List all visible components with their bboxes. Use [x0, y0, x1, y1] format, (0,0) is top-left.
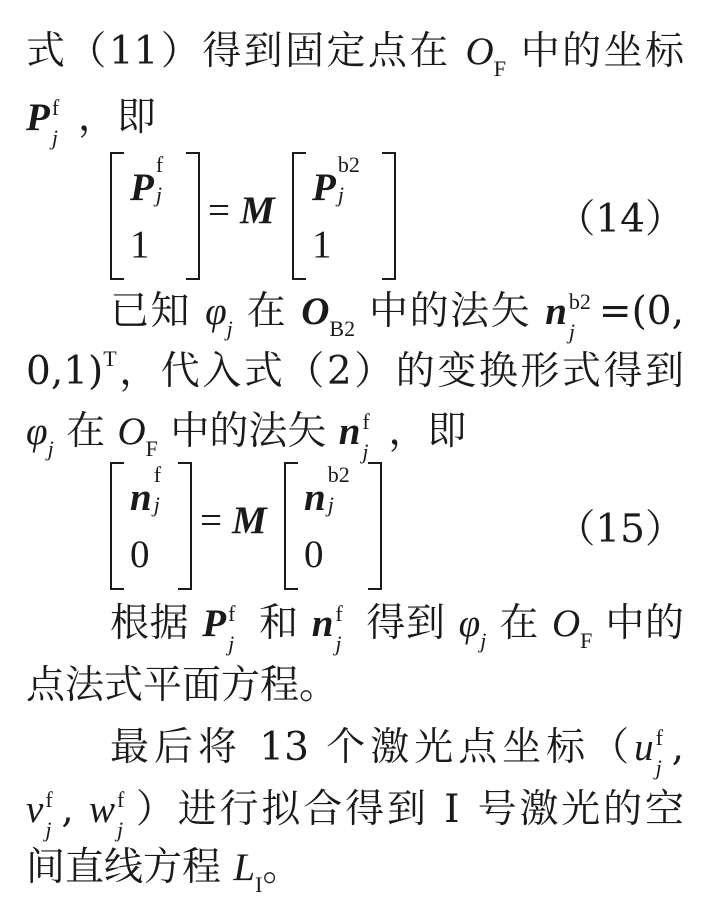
math-superscript: f — [335, 601, 343, 626]
text-segment: 中的法矢 — [157, 409, 339, 454]
text-segment: 中的 — [592, 601, 684, 646]
text-line-7 — [26, 660, 684, 712]
math-subscript: j — [153, 492, 160, 517]
math-subscript: j — [655, 755, 662, 780]
math-symbol-phi: φ — [205, 290, 227, 333]
matrix-left — [110, 460, 192, 590]
math-symbol-M: M — [240, 189, 275, 232]
text-line-6 — [110, 596, 684, 655]
text-segment: 在 — [232, 289, 302, 334]
math-symbol-n: n — [304, 476, 326, 519]
math-superscript: f — [362, 409, 370, 434]
math-symbol-v: v — [26, 788, 44, 831]
matrix-cell: 0 — [130, 533, 150, 576]
math-subscript: j — [335, 631, 342, 656]
equation-14 — [0, 150, 714, 280]
math-subscript: j — [228, 631, 235, 656]
text-segment: ，代入式（2）的变换形式得到 — [116, 349, 684, 394]
text-segment: , — [671, 725, 684, 770]
text-line-10 — [26, 842, 684, 899]
math-subscript: I — [255, 872, 263, 897]
math-subscript: j — [155, 182, 162, 207]
text-line-3 — [110, 284, 684, 343]
math-superscript: f — [153, 462, 162, 487]
math-superscript: f — [45, 787, 53, 812]
math-subscript: j — [480, 628, 487, 653]
math-symbol-n: n — [130, 476, 152, 519]
math-symbol-O: O — [551, 602, 581, 645]
math-superscript: T — [103, 346, 117, 371]
math-symbol-n: n — [545, 290, 567, 333]
matrix-right — [292, 150, 396, 280]
text-segment: 。 — [262, 845, 302, 890]
math-symbol-phi: φ — [458, 602, 481, 645]
math-subscript: j — [362, 439, 369, 464]
text-segment: ，即 — [388, 409, 467, 454]
text-segment: 式（11）得到固定点在 — [26, 29, 466, 74]
text-segment: =(0, — [598, 289, 684, 334]
text-segment: ）进行拟合得到 Ⅰ 号激光的空 — [132, 787, 685, 832]
math-subscript: j — [226, 316, 233, 341]
math-symbol-O: O — [117, 410, 146, 453]
math-superscript: f — [51, 95, 60, 120]
text-line-5 — [26, 404, 684, 463]
matrix-cell: 1 — [130, 223, 150, 266]
math-symbol-w: w — [88, 788, 115, 831]
text-line-4 — [26, 346, 684, 403]
math-symbol-O: O — [301, 290, 330, 333]
math-subscript: j — [45, 817, 52, 842]
math-symbol-n: n — [311, 602, 334, 645]
math-superscript: b2 — [568, 289, 591, 314]
math-superscript: f — [228, 601, 236, 626]
text-segment: 和 — [246, 601, 312, 646]
text-segment: 点法式平面方程。 — [26, 663, 339, 708]
equals-sign: = — [208, 189, 230, 232]
text-segment: 最后将 13 个激光点坐标（ — [110, 725, 635, 770]
text-segment: 间直线方程 — [26, 845, 234, 890]
math-subscript: j — [337, 182, 344, 207]
math-superscript: b2 — [327, 462, 350, 487]
math-subscript: B2 — [329, 316, 356, 341]
math-subscript: j — [51, 125, 58, 150]
math-subscript: j — [116, 817, 124, 842]
matrix-cell: 1 — [312, 223, 332, 266]
matrix-right — [284, 460, 382, 590]
equation-number: （14） — [556, 197, 684, 242]
equation-15 — [0, 460, 714, 590]
math-symbol-phi: φ — [26, 410, 48, 453]
text-line-1 — [26, 26, 684, 83]
text-segment: 中的坐标 — [505, 29, 684, 74]
math-symbol-P: P — [312, 166, 336, 209]
math-superscript: f — [155, 152, 164, 177]
text-segment: 根据 — [110, 601, 203, 646]
text-line-9 — [26, 782, 685, 842]
text-segment: , — [61, 787, 89, 832]
math-subscript: j — [327, 492, 334, 517]
text-segment: 得到 — [353, 601, 459, 646]
math-symbol-P: P — [202, 602, 227, 645]
text-segment: 已知 — [110, 289, 206, 334]
math-subscript: F — [580, 628, 593, 653]
math-subscript: j — [47, 436, 54, 461]
matrix-left — [110, 150, 200, 280]
math-superscript: f — [116, 787, 125, 812]
math-symbol-P: P — [26, 96, 50, 139]
text-line-8 — [110, 720, 684, 780]
math-superscript: f — [655, 725, 663, 750]
text-segment: 中的法矢 — [355, 289, 546, 334]
math-supsub — [50, 90, 78, 150]
math-superscript: b2 — [337, 152, 360, 177]
math-symbol-P: P — [130, 166, 154, 209]
math-subscript: F — [145, 436, 158, 461]
text-line-2 — [26, 90, 684, 150]
math-symbol-n: n — [338, 410, 361, 453]
text-segment: 0,1) — [26, 349, 104, 394]
matrix-cell: 0 — [304, 533, 324, 576]
text-segment: ，即 — [77, 95, 156, 140]
equation-number: （15） — [556, 507, 684, 552]
math-symbol-L: L — [233, 846, 256, 889]
math-symbol-u: u — [634, 726, 654, 769]
math-subscript: F — [493, 56, 506, 81]
math-symbol-O: O — [465, 30, 494, 73]
equals-sign: = — [200, 499, 222, 542]
math-subscript: j — [568, 319, 576, 344]
text-segment: 在 — [486, 601, 552, 646]
math-symbol-M: M — [232, 499, 267, 542]
text-segment: 在 — [53, 409, 118, 454]
